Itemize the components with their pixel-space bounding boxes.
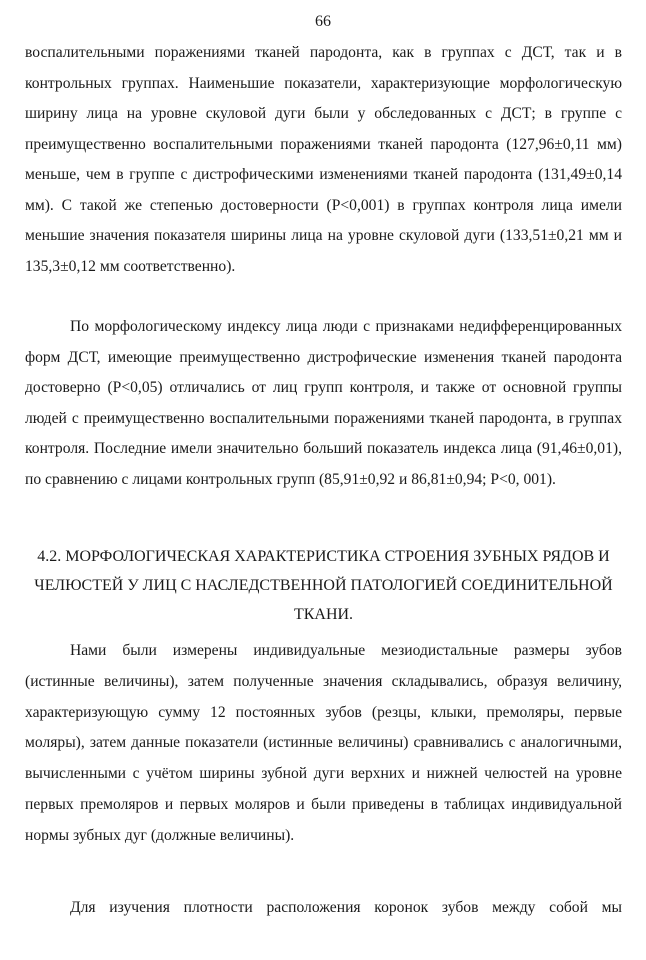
paragraph-facial-index: По морфологическому индексу лица люди с признаками недифференцированных форм ДСТ, имеющие преимущественно дистрофические изменения тканей пародонта достоверно (Р<0,05) отличались от лиц групп контроля, и также от основной группы людей с преимущественно воспалительными поражениями тканей пародонта, в группах контроля. Последние имели значительно больший показатель индекса лица (91,46±0,01), по сравнению с лицами контрольных групп (85,91±0,92 и 86,81±0,94; Р<0, 001). [25, 318, 622, 488]
section-heading: 4.2. МОРФОЛОГИЧЕСКАЯ ХАРАКТЕРИСТИКА СТРОЕНИЯ ЗУБНЫХ РЯДОВ И ЧЕЛЮСТЕЙ У ЛИЦ С НАСЛЕДСТВЕННОЙ ПАТОЛОГИЕЙ СОЕДИНИТЕЛЬНОЙ ТКАНИ. [34, 548, 613, 623]
paragraph-crown-density: Для изучения плотности расположения коронок зубов между собой мы [70, 899, 622, 916]
page-number: 66 [315, 13, 331, 30]
paragraph-continued: воспалительными поражениями тканей пародонта, как в группах с ДСТ, так и в контрольных группах. Наименьшие показатели, характеризующие морфологическую ширину лица на уровне скуловой дуги были у обследованных с ДСТ; в группе с преимущественно воспалительными поражениями тканей пародонта (127,96±0,11 мм) меньше, чем в группе с дистрофическими изменениями тканей пародонта (131,49±0,14 мм). С такой же степенью достоверности (Р<0,001) в группах контроля лица имели меньшие значения показателя ширины лица на уровне скуловой дуги (133,51±0,21 мм и 135,3±0,12 мм соответственно). [25, 44, 622, 275]
paragraph-tooth-measurements: Нами были измерены индивидуальные мезиодистальные размеры зубов (истинные величины), затем полученные значения складывались, образуя величину, характеризующую сумму 12 постоянных зубов (резцы, клыки, премоляры, первые моляры), затем данные показатели (истинные величины) сравнивались с аналогичными, вычисленными с учётом ширины зубной дуги верхних и нижней челюстей на уровне первых премоляров и первых моляров и были приведены в таблицах индивидуальной нормы зубных дуг (должные величины). [25, 642, 622, 844]
